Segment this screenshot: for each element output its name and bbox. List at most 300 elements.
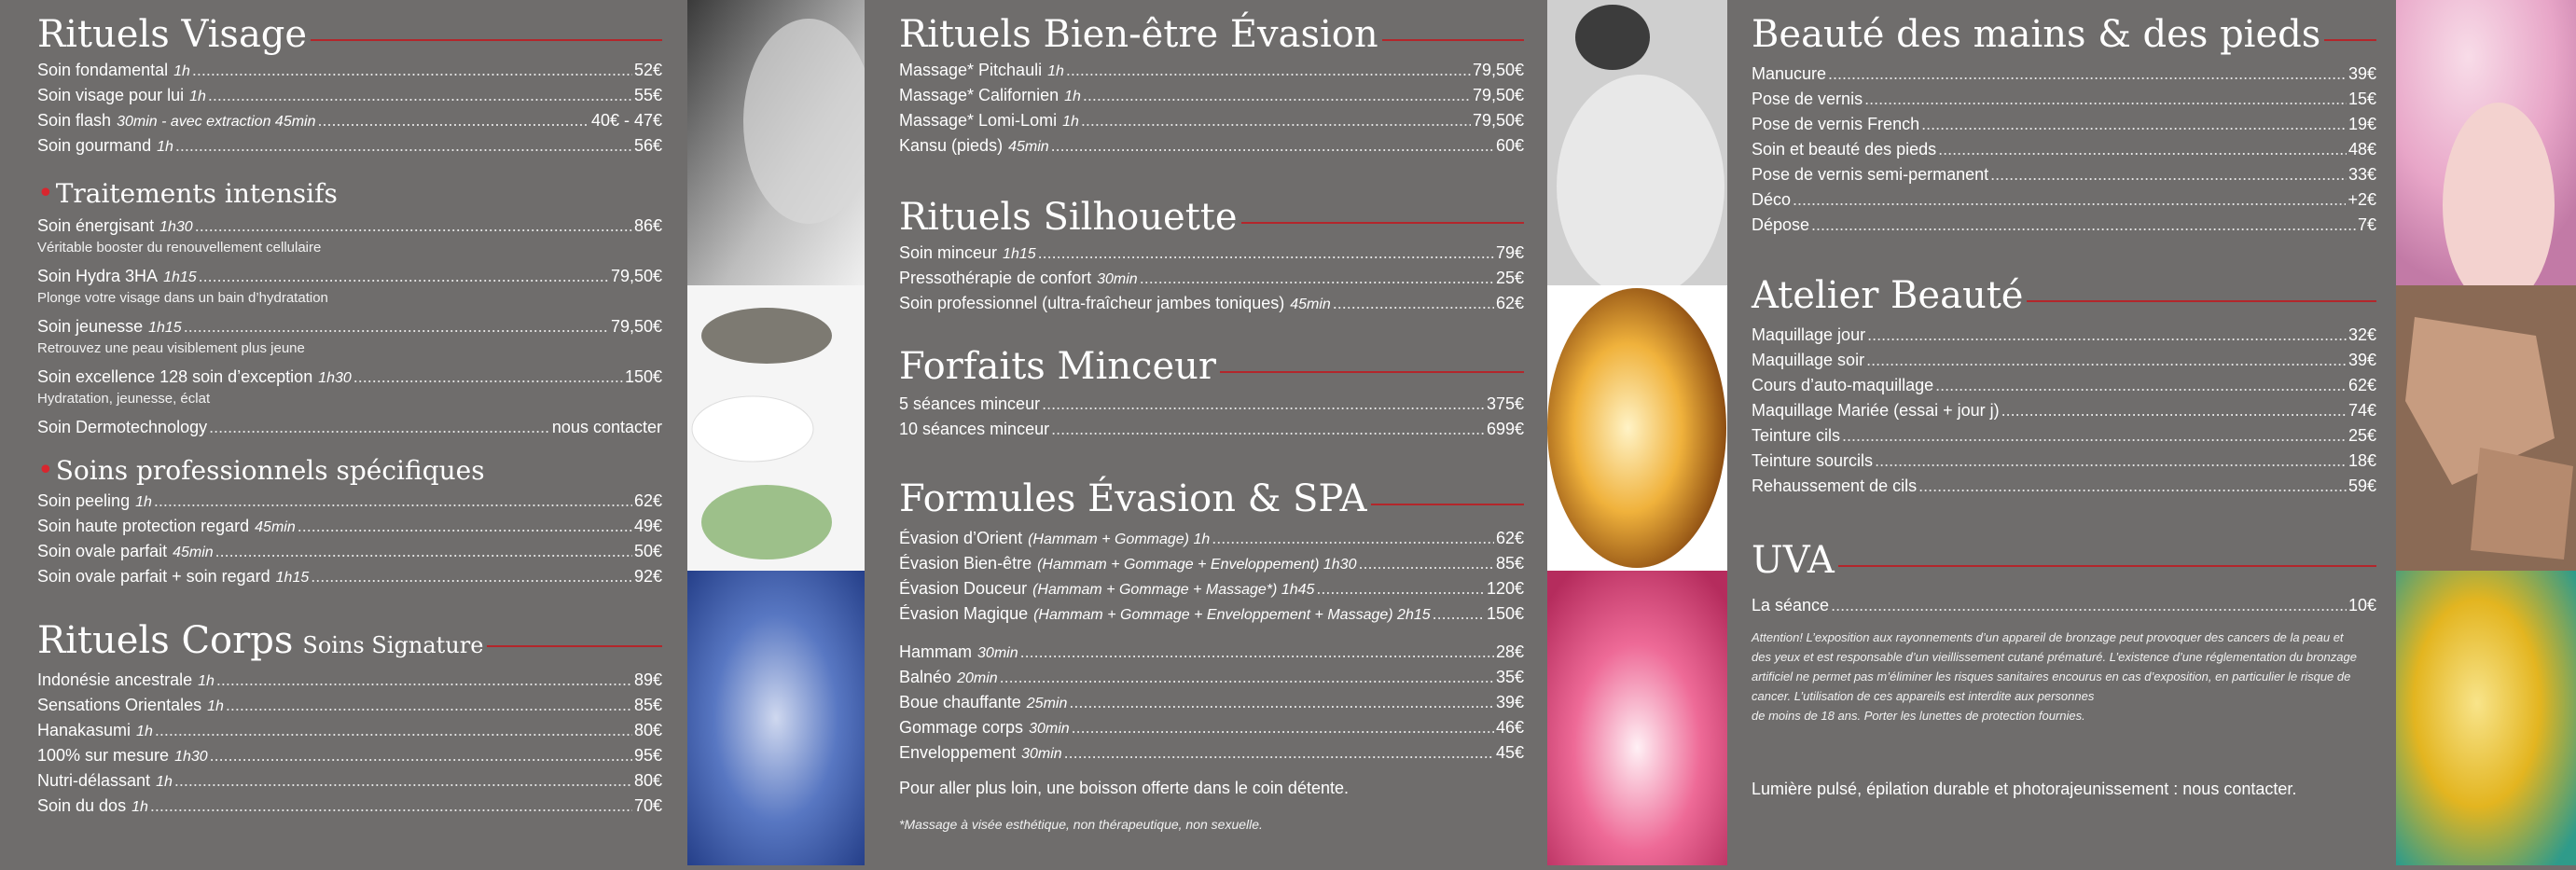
price-row <box>37 668 662 693</box>
item-duration: 1h15 <box>1003 246 1036 262</box>
item-name: Teinture sourcils <box>1752 451 1874 470</box>
dot-leader <box>1867 323 2347 348</box>
item-price: 25€ <box>2347 426 2376 445</box>
price-row <box>37 564 662 589</box>
item-name: Maquillage Mariée (essai + jour j) <box>1752 401 2000 420</box>
price-row <box>1752 398 2376 423</box>
dot-leader <box>195 214 632 239</box>
item-price: 62€ <box>633 491 662 510</box>
dot-leader <box>1066 58 1471 83</box>
item-price: 32€ <box>2347 325 2376 344</box>
item-price: 49€ <box>633 517 662 535</box>
decorative-images <box>1547 0 1727 865</box>
section-soins-specifiques <box>37 454 662 589</box>
item-price: 86€ <box>633 216 662 235</box>
section-title: Atelier Beauté <box>1752 274 2376 317</box>
item-name: Sensations Orientales <box>37 696 202 714</box>
item-price: 55€ <box>633 86 662 104</box>
dot-leader <box>1831 593 2347 618</box>
price-row <box>37 539 662 564</box>
item-duration: 30min <box>1097 271 1138 287</box>
bullet-icon: • <box>37 454 54 487</box>
column-bien-etre <box>899 0 1524 865</box>
price-row <box>899 526 1524 551</box>
item-name: La séance <box>1752 596 1830 615</box>
image-strip-1 <box>687 0 865 865</box>
price-row <box>1752 373 2376 398</box>
dot-leader <box>184 314 609 339</box>
price-row <box>1752 187 2376 213</box>
dot-leader <box>216 668 632 693</box>
dot-leader <box>1433 601 1485 627</box>
dot-leader <box>1064 740 1494 766</box>
price-list <box>37 58 662 159</box>
title-rule <box>1220 371 1524 373</box>
dot-leader <box>1020 640 1494 665</box>
item-price: 52€ <box>633 61 662 79</box>
item-price: 74€ <box>2347 401 2376 420</box>
item-name: Soin gourmand <box>37 136 152 155</box>
dot-leader <box>1051 417 1485 442</box>
item-duration: 20min <box>957 670 998 686</box>
item-duration: 1h <box>1047 63 1064 79</box>
item-duration: 1h15 <box>275 570 310 586</box>
section-rituels-corps <box>37 619 662 819</box>
price-row <box>1752 593 2376 618</box>
item-price: 25€ <box>1495 269 1524 287</box>
item-duration: (Hammam + Gommage + Enveloppement + Massage) 2h15 <box>1033 607 1431 623</box>
price-row <box>37 794 662 819</box>
item-name: Évasion Douceur <box>899 579 1028 598</box>
title-rule <box>311 39 662 41</box>
item-name: Massage* Californien <box>899 86 1059 104</box>
item-description: Retrouvez une peau visiblement plus jeune <box>37 340 305 356</box>
item-duration: 1h <box>135 494 152 510</box>
price-row <box>899 108 1524 133</box>
item-price: 10€ <box>2347 596 2376 615</box>
price-row <box>899 83 1524 108</box>
item-price: 15€ <box>2347 90 2376 108</box>
price-row <box>899 551 1524 576</box>
item-price: 7€ <box>2357 215 2376 234</box>
title-rule <box>1371 504 1524 505</box>
price-list <box>899 640 1524 766</box>
dot-leader <box>1083 83 1471 108</box>
item-name: Maquillage jour <box>1752 325 1866 344</box>
bullet-icon: • <box>37 177 54 210</box>
item-name: 5 séances minceur <box>899 394 1041 413</box>
item-price: 40€ - 47€ <box>590 111 662 130</box>
item-name: Soin Hydra 3HA <box>37 267 159 285</box>
item-price: 59€ <box>2347 476 2376 495</box>
item-duration: 45min <box>255 519 296 535</box>
title-rule <box>1838 565 2376 567</box>
dot-leader <box>210 743 632 768</box>
price-row <box>899 417 1524 442</box>
price-list <box>899 392 1524 442</box>
item-name: Indonésie ancestrale <box>37 670 193 689</box>
image-strip-3 <box>2396 0 2576 865</box>
item-name: Soin ovale parfait + soin regard <box>37 567 270 586</box>
item-name: Évasion Magique <box>899 604 1029 623</box>
item-name: Soin professionnel (ultra-fraîcheur jambes toniques) <box>899 294 1285 312</box>
item-name: 100% sur mesure <box>37 746 170 765</box>
price-row <box>899 241 1524 266</box>
dot-leader <box>1072 715 1494 740</box>
price-row <box>37 108 662 133</box>
price-row <box>37 214 662 239</box>
item-price: 28€ <box>1495 642 1524 661</box>
item-duration: 45min <box>1290 297 1331 312</box>
dot-leader <box>298 514 632 539</box>
price-row <box>899 58 1524 83</box>
price-row <box>899 601 1524 627</box>
item-name: Soin flash <box>37 111 112 130</box>
item-price: 85€ <box>633 696 662 714</box>
item-name: Soin jeunesse <box>37 317 144 336</box>
dot-leader <box>1935 373 2347 398</box>
item-price: 79€ <box>1495 243 1524 262</box>
price-row <box>1752 62 2376 87</box>
section-title: Forfaits Minceur <box>899 345 1524 388</box>
item-duration: 45min <box>173 545 214 560</box>
item-name: Maquillage soir <box>1752 351 1865 369</box>
item-duration: 25min <box>1026 696 1068 711</box>
item-name: Pose de vernis semi-permanent <box>1752 165 1989 184</box>
item-name: Kansu (pieds) <box>899 136 1004 155</box>
item-name: Soin peeling <box>37 491 131 510</box>
price-row <box>1752 423 2376 449</box>
title-rule <box>2027 300 2376 302</box>
item-price: 56€ <box>633 136 662 155</box>
item-price: 92€ <box>633 567 662 586</box>
price-row <box>1752 112 2376 137</box>
item-name: Gommage corps <box>899 718 1024 737</box>
item-duration: 1h <box>1064 89 1081 104</box>
dot-leader <box>2001 398 2347 423</box>
item-name: Soin ovale parfait <box>37 542 168 560</box>
item-name: Évasion d’Orient <box>899 529 1023 547</box>
dot-leader <box>1358 551 1493 576</box>
price-list <box>1752 593 2376 618</box>
price-row <box>1752 474 2376 499</box>
item-name: Boue chauffante <box>899 693 1021 711</box>
item-name: Soin Dermotechnology <box>37 418 208 436</box>
dot-leader <box>1000 665 1494 690</box>
price-row <box>899 715 1524 740</box>
lumiere-pulsee-text: Lumière pulsé, épilation durable et photorajeunissement : nous contacter. <box>1752 780 2297 798</box>
price-list <box>37 489 662 589</box>
item-price: 62€ <box>1495 529 1524 547</box>
section-title: Rituels Silhouette <box>899 196 1524 239</box>
item-duration: 1h <box>198 673 215 689</box>
item-name: Déco <box>1752 190 1792 209</box>
dot-leader <box>192 58 632 83</box>
dot-leader <box>1842 423 2347 449</box>
item-price: 79,50€ <box>610 317 662 336</box>
item-name: Massage* Pitchauli <box>899 61 1043 79</box>
price-row <box>899 392 1524 417</box>
item-price: 39€ <box>2347 64 2376 83</box>
item-duration: 1h <box>156 774 173 790</box>
dot-leader <box>175 133 632 159</box>
item-duration: 1h <box>157 139 173 155</box>
item-description: Plonge votre visage dans un bain d’hydratation <box>37 290 328 306</box>
section-subtitle: •Soins professionnels spécifiques <box>37 454 485 487</box>
item-price: 33€ <box>2347 165 2376 184</box>
price-row <box>37 514 662 539</box>
item-price: 375€ <box>1486 394 1524 413</box>
item-name: Nutri-délassant <box>37 771 151 790</box>
dot-leader <box>1918 474 2347 499</box>
dot-leader <box>1038 241 1494 266</box>
image-strip-2 <box>1547 0 1727 865</box>
price-row <box>899 740 1524 766</box>
item-duration: 1h30 <box>159 219 193 235</box>
item-duration: 30min <box>977 645 1018 661</box>
item-price: 150€ <box>1486 604 1524 623</box>
item-name: Soin et beauté des pieds <box>1752 140 1937 159</box>
price-list <box>37 668 662 819</box>
dot-leader <box>155 718 632 743</box>
dot-leader <box>1140 266 1494 291</box>
price-row <box>899 640 1524 665</box>
column-visage-corps <box>37 0 662 865</box>
item-description: Hydratation, jeunesse, éclat <box>37 391 211 407</box>
pink-flower-photo <box>1547 571 1727 865</box>
section-rituels-evasion <box>899 13 1524 159</box>
item-duration: (Hammam + Gommage + Enveloppement) 1h30 <box>1037 557 1357 573</box>
section-traitements-intensifs <box>37 177 662 440</box>
dot-leader <box>1081 108 1471 133</box>
item-duration: 30min <box>1029 721 1070 737</box>
item-name: Pose de vernis <box>1752 90 1863 108</box>
item-name: Dépose <box>1752 215 1810 234</box>
dot-leader <box>209 415 550 440</box>
price-row <box>37 83 662 108</box>
price-row <box>1752 323 2376 348</box>
item-duration: 1h30 <box>318 370 352 386</box>
decorative-images <box>687 0 865 865</box>
dot-leader <box>1864 87 2347 112</box>
item-duration: 1h15 <box>163 269 197 285</box>
item-name: Pressothérapie de confort <box>899 269 1092 287</box>
item-description: Véritable booster du renouvellement cellulaire <box>37 240 322 255</box>
price-row <box>899 266 1524 291</box>
item-price: 60€ <box>1495 136 1524 155</box>
title-rule <box>487 645 662 647</box>
item-name: Manucure <box>1752 64 1827 83</box>
decorative-images <box>2396 0 2576 865</box>
item-name: Soin énergisant <box>37 216 155 235</box>
section-mains-pieds <box>1752 13 2376 238</box>
dot-leader <box>1875 449 2347 474</box>
title-rule <box>1382 39 1524 41</box>
item-price: 79,50€ <box>1472 111 1524 130</box>
price-list <box>899 526 1524 627</box>
dot-leader <box>1921 112 2347 137</box>
item-duration: 1h15 <box>148 320 182 336</box>
item-price: 50€ <box>633 542 662 560</box>
item-name: Soin fondamental <box>37 61 169 79</box>
item-price: 70€ <box>633 796 662 815</box>
item-name: 10 séances minceur <box>899 420 1050 438</box>
item-duration: 1h <box>173 63 190 79</box>
item-duration: 1h <box>132 799 148 815</box>
dot-leader <box>199 264 609 289</box>
dot-leader <box>1990 162 2347 187</box>
item-duration: 1h <box>1062 114 1079 130</box>
item-price: 45€ <box>1495 743 1524 762</box>
item-price: 85€ <box>1495 554 1524 573</box>
dot-leader <box>1828 62 2347 87</box>
item-name: Pose de vernis French <box>1752 115 1920 133</box>
dot-leader <box>1938 137 2347 162</box>
item-duration: 1h30 <box>174 749 208 765</box>
price-row <box>37 365 662 390</box>
section-title: Rituels Corps Soins Signature <box>37 619 662 662</box>
section-title: Rituels Bien-être Évasion <box>899 13 1524 56</box>
dot-leader <box>1042 392 1485 417</box>
dot-leader <box>1051 133 1494 159</box>
price-row <box>37 58 662 83</box>
price-row <box>1752 213 2376 238</box>
dot-leader <box>1333 291 1494 316</box>
item-name: Hanakasumi <box>37 721 132 739</box>
item-name: Soin du dos <box>37 796 127 815</box>
dot-leader <box>174 768 632 794</box>
item-duration: 30min - avec extraction 45min <box>117 114 316 130</box>
item-price: 62€ <box>1495 294 1524 312</box>
price-list <box>899 58 1524 159</box>
uva-warning: Attention! L’exposition aux rayonnements d’un appareil de bronzage peut provoquer des cancers de la peau et des yeux et est responsable d’un vieillissement cutané prématuré. L’existence d’une réglementation du bronzage artificiel ne permet pas m’éliminer les risques sanitaires encourus en cas d’exposition, en particulier le risque de cancer. L’utilisation de ces appareils est interdite aux personnes de moins de 18 ans. Porter les lunettes de protection fournies. <box>1752 630 2357 723</box>
price-row <box>1752 348 2376 373</box>
item-name: Évasion Bien-être <box>899 554 1032 573</box>
massage-footnote: *Massage à visée esthétique, non thérapeutique, non sexuelle. <box>899 817 1263 832</box>
dot-leader <box>215 539 632 564</box>
dot-leader <box>353 365 623 390</box>
blue-flower-photo <box>687 571 865 865</box>
item-duration: (Hammam + Gommage) 1h <box>1028 532 1211 547</box>
section-title: Formules Évasion & SPA <box>899 477 1524 520</box>
item-duration: 1h <box>207 698 224 714</box>
item-name: Soin haute protection regard <box>37 517 250 535</box>
section-subtitle: •Traitements intensifs <box>37 177 338 210</box>
item-price: 80€ <box>633 771 662 790</box>
section-rituels-silhouette <box>899 196 1524 316</box>
price-list <box>1752 62 2376 238</box>
item-price: 79,50€ <box>1472 86 1524 104</box>
yellow-flower-photo <box>2396 571 2576 865</box>
item-price: 699€ <box>1486 420 1524 438</box>
item-price: +2€ <box>2347 190 2376 209</box>
item-name: Massage* Lomi-Lomi <box>899 111 1058 130</box>
section-atelier-beaute <box>1752 274 2376 499</box>
item-price: 79,50€ <box>1472 61 1524 79</box>
item-name: Hammam <box>899 642 973 661</box>
item-price: 120€ <box>1486 579 1524 598</box>
item-duration: 45min <box>1008 139 1049 155</box>
price-row <box>37 133 662 159</box>
item-price: 46€ <box>1495 718 1524 737</box>
item-price: 89€ <box>633 670 662 689</box>
dot-leader <box>318 108 589 133</box>
item-price: 80€ <box>633 721 662 739</box>
price-row <box>37 314 662 339</box>
dot-leader <box>150 794 632 819</box>
item-name: Balnéo <box>899 668 952 686</box>
section-title: Beauté des mains & des pieds <box>1752 13 2376 56</box>
price-row <box>899 665 1524 690</box>
dot-leader <box>154 489 632 514</box>
item-duration: 30min <box>1021 746 1062 762</box>
dot-leader <box>1212 526 1494 551</box>
price-row <box>1752 137 2376 162</box>
price-row <box>1752 87 2376 112</box>
section-uva <box>1752 539 2376 799</box>
item-name: Enveloppement <box>899 743 1017 762</box>
price-list <box>37 214 662 440</box>
price-row <box>1752 162 2376 187</box>
item-price: nous contacter <box>551 418 662 436</box>
dot-leader <box>208 83 632 108</box>
price-row <box>37 489 662 514</box>
item-price: 19€ <box>2347 115 2376 133</box>
price-row <box>37 693 662 718</box>
item-price: 79,50€ <box>610 267 662 285</box>
price-row <box>899 576 1524 601</box>
section-formules-spa <box>899 477 1524 835</box>
item-price: 35€ <box>1495 668 1524 686</box>
section-title: Rituels Visage <box>37 13 662 56</box>
title-rule <box>1241 222 1524 224</box>
item-name: Teinture cils <box>1752 426 1841 445</box>
item-name: Rehaussement de cils <box>1752 476 1918 495</box>
price-row <box>37 264 662 289</box>
price-row <box>899 133 1524 159</box>
item-duration: 1h <box>189 89 206 104</box>
dot-leader <box>311 564 632 589</box>
dot-leader <box>1793 187 2346 213</box>
item-price: 95€ <box>633 746 662 765</box>
item-price: 39€ <box>1495 693 1524 711</box>
title-rule <box>2324 39 2376 41</box>
price-row <box>899 690 1524 715</box>
section-title: UVA <box>1752 539 2376 582</box>
dot-leader <box>1316 576 1485 601</box>
item-price: 48€ <box>2347 140 2376 159</box>
item-duration: 1h <box>136 724 153 739</box>
item-price: 39€ <box>2347 351 2376 369</box>
item-name: Soin minceur <box>899 243 998 262</box>
item-price: 150€ <box>624 367 662 386</box>
price-list <box>899 241 1524 316</box>
section-rituels-visage <box>37 13 662 159</box>
item-name: Soin excellence 128 soin d’exception <box>37 367 313 386</box>
column-beaute <box>1752 0 2376 865</box>
price-row <box>37 768 662 794</box>
item-name: Cours d’auto-maquillage <box>1752 376 1934 394</box>
dot-leader <box>1811 213 2356 238</box>
item-price: 62€ <box>2347 376 2376 394</box>
item-name: Soin visage pour lui <box>37 86 185 104</box>
price-row <box>37 743 662 768</box>
dot-leader <box>1069 690 1494 715</box>
dot-leader <box>1866 348 2347 373</box>
price-row <box>1752 449 2376 474</box>
section-forfaits-minceur <box>899 345 1524 442</box>
price-row <box>37 718 662 743</box>
